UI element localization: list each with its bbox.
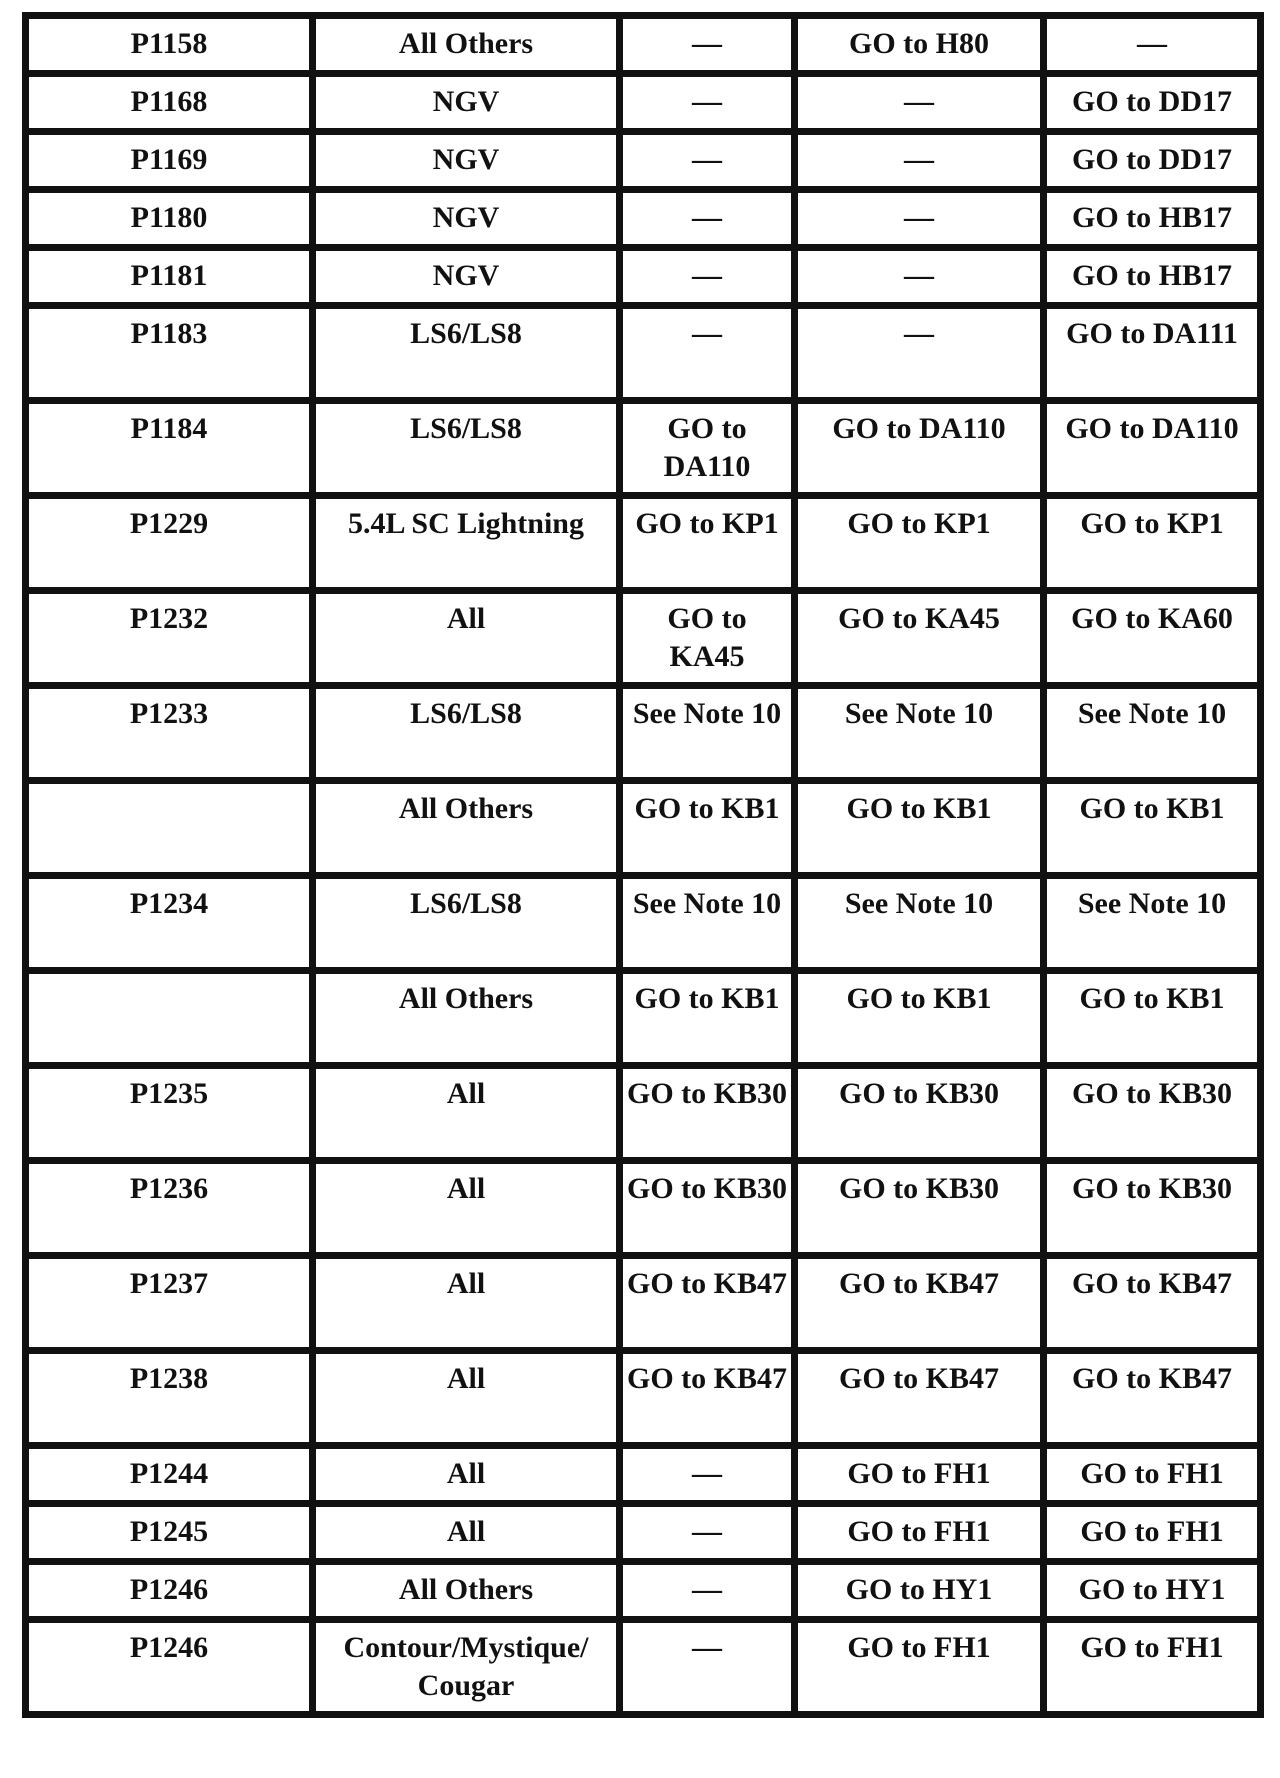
action-col-4-cell: GO to FH1 xyxy=(798,1623,1040,1711)
dtc-code-cell: P1229 xyxy=(29,499,309,587)
action-col-5-cell: GO to KB47 xyxy=(1047,1354,1257,1442)
table-row xyxy=(29,879,1257,967)
dtc-code-cell: P1181 xyxy=(29,251,309,302)
application-cell: LS6/LS8 xyxy=(316,689,616,777)
table-row xyxy=(29,77,1257,128)
dtc-code-cell: P1245 xyxy=(29,1507,309,1558)
action-col-5-cell: GO to KB30 xyxy=(1047,1069,1257,1157)
application-cell: 5.4L SC Lightning xyxy=(316,499,616,587)
application-cell: All xyxy=(316,1507,616,1558)
action-col-4-cell: — xyxy=(798,135,1040,186)
dtc-table xyxy=(22,12,1264,1718)
dtc-code-cell: P1234 xyxy=(29,879,309,967)
application-cell: LS6/LS8 xyxy=(316,309,616,397)
action-col-3-cell: GO to KB1 xyxy=(623,784,791,872)
application-cell: Contour/Mystique/ Cougar xyxy=(316,1623,616,1711)
action-col-4-cell: GO to HY1 xyxy=(798,1565,1040,1616)
table-row xyxy=(29,1354,1257,1442)
dtc-code-cell: P1158 xyxy=(29,19,309,70)
action-col-5-cell: GO to DA111 xyxy=(1047,309,1257,397)
action-col-5-cell: — xyxy=(1047,19,1257,70)
action-col-5-cell: GO to KA60 xyxy=(1047,594,1257,682)
action-col-5-cell: See Note 10 xyxy=(1047,689,1257,777)
action-col-3-cell: — xyxy=(623,1507,791,1558)
action-col-4-cell: GO to KB47 xyxy=(798,1354,1040,1442)
application-cell: NGV xyxy=(316,251,616,302)
action-col-4-cell: GO to KB1 xyxy=(798,784,1040,872)
action-col-4-cell: — xyxy=(798,309,1040,397)
action-col-5-cell: GO to KP1 xyxy=(1047,499,1257,587)
dtc-code-cell: P1233 xyxy=(29,689,309,777)
application-cell: All xyxy=(316,1164,616,1252)
action-col-3-cell: — xyxy=(623,1623,791,1711)
dtc-code-cell: P1180 xyxy=(29,193,309,244)
dtc-code-cell: P1235 xyxy=(29,1069,309,1157)
action-col-3-cell: — xyxy=(623,77,791,128)
action-col-5-cell: GO to KB30 xyxy=(1047,1164,1257,1252)
application-cell: LS6/LS8 xyxy=(316,404,616,492)
action-col-4-cell: GO to KB30 xyxy=(798,1069,1040,1157)
table-row xyxy=(29,499,1257,587)
application-cell: NGV xyxy=(316,77,616,128)
action-col-3-cell: See Note 10 xyxy=(623,689,791,777)
application-cell: All Others xyxy=(316,974,616,1062)
dtc-code-cell: P1184 xyxy=(29,404,309,492)
application-cell: All xyxy=(316,594,616,682)
dtc-code-cell: P1168 xyxy=(29,77,309,128)
dtc-code-cell: P1246 xyxy=(29,1623,309,1711)
action-col-5-cell: GO to DA110 xyxy=(1047,404,1257,492)
action-col-3-cell: — xyxy=(623,135,791,186)
table-row xyxy=(29,1623,1257,1711)
action-col-3-cell: GO to KP1 xyxy=(623,499,791,587)
action-col-3-cell: GO to KB1 xyxy=(623,974,791,1062)
action-col-5-cell: GO to DD17 xyxy=(1047,135,1257,186)
action-col-5-cell: GO to KB1 xyxy=(1047,974,1257,1062)
action-col-3-cell: GO to KB47 xyxy=(623,1259,791,1347)
action-col-4-cell: GO to KB47 xyxy=(798,1259,1040,1347)
table-row xyxy=(29,193,1257,244)
action-col-3-cell: — xyxy=(623,1449,791,1500)
table-row xyxy=(29,689,1257,777)
dtc-code-cell: P1246 xyxy=(29,1565,309,1616)
table-row xyxy=(29,404,1257,492)
table-row xyxy=(29,1507,1257,1558)
table-row xyxy=(29,1164,1257,1252)
table-row xyxy=(29,1565,1257,1616)
dtc-code-cell: P1183 xyxy=(29,309,309,397)
application-cell: LS6/LS8 xyxy=(316,879,616,967)
action-col-4-cell: GO to KA45 xyxy=(798,594,1040,682)
action-col-3-cell: See Note 10 xyxy=(623,879,791,967)
dtc-code-cell: P1232 xyxy=(29,594,309,682)
table-row xyxy=(29,19,1257,70)
application-cell: All xyxy=(316,1069,616,1157)
table-row xyxy=(29,1449,1257,1500)
action-col-4-cell: GO to H80 xyxy=(798,19,1040,70)
application-cell: All Others xyxy=(316,19,616,70)
action-col-4-cell: — xyxy=(798,77,1040,128)
action-col-4-cell: GO to DA110 xyxy=(798,404,1040,492)
action-col-5-cell: GO to KB47 xyxy=(1047,1259,1257,1347)
application-cell: All xyxy=(316,1449,616,1500)
table-row xyxy=(29,974,1257,1062)
action-col-3-cell: GO to DA110 xyxy=(623,404,791,492)
dtc-code-cell: P1169 xyxy=(29,135,309,186)
application-cell: All xyxy=(316,1354,616,1442)
application-cell: NGV xyxy=(316,135,616,186)
dtc-code-cell xyxy=(29,784,309,872)
dtc-code-cell: P1236 xyxy=(29,1164,309,1252)
dtc-code-cell xyxy=(29,974,309,1062)
action-col-3-cell: GO to KB47 xyxy=(623,1354,791,1442)
table-row xyxy=(29,135,1257,186)
table-row xyxy=(29,251,1257,302)
action-col-5-cell: GO to KB1 xyxy=(1047,784,1257,872)
table-row xyxy=(29,309,1257,397)
table-row xyxy=(29,1259,1257,1347)
action-col-4-cell: GO to KB1 xyxy=(798,974,1040,1062)
dtc-code-cell: P1237 xyxy=(29,1259,309,1347)
action-col-5-cell: GO to FH1 xyxy=(1047,1449,1257,1500)
action-col-4-cell: GO to FH1 xyxy=(798,1507,1040,1558)
action-col-3-cell: — xyxy=(623,1565,791,1616)
dtc-table-body xyxy=(29,19,1257,1711)
dtc-table-wrapper xyxy=(22,12,1250,1718)
action-col-3-cell: — xyxy=(623,193,791,244)
action-col-5-cell: GO to HB17 xyxy=(1047,193,1257,244)
action-col-5-cell: GO to DD17 xyxy=(1047,77,1257,128)
application-cell: All Others xyxy=(316,1565,616,1616)
action-col-4-cell: See Note 10 xyxy=(798,689,1040,777)
action-col-3-cell: GO to KA45 xyxy=(623,594,791,682)
dtc-code-cell: P1238 xyxy=(29,1354,309,1442)
action-col-4-cell: GO to KB30 xyxy=(798,1164,1040,1252)
table-row xyxy=(29,594,1257,682)
table-row xyxy=(29,1069,1257,1157)
action-col-5-cell: GO to HB17 xyxy=(1047,251,1257,302)
action-col-4-cell: — xyxy=(798,193,1040,244)
action-col-4-cell: GO to FH1 xyxy=(798,1449,1040,1500)
action-col-5-cell: GO to FH1 xyxy=(1047,1623,1257,1711)
application-cell: NGV xyxy=(316,193,616,244)
action-col-3-cell: — xyxy=(623,309,791,397)
action-col-5-cell: GO to FH1 xyxy=(1047,1507,1257,1558)
action-col-3-cell: GO to KB30 xyxy=(623,1069,791,1157)
action-col-5-cell: GO to HY1 xyxy=(1047,1565,1257,1616)
application-cell: All xyxy=(316,1259,616,1347)
application-cell: All Others xyxy=(316,784,616,872)
dtc-code-cell: P1244 xyxy=(29,1449,309,1500)
action-col-3-cell: — xyxy=(623,19,791,70)
action-col-3-cell: GO to KB30 xyxy=(623,1164,791,1252)
action-col-4-cell: GO to KP1 xyxy=(798,499,1040,587)
action-col-4-cell: — xyxy=(798,251,1040,302)
action-col-3-cell: — xyxy=(623,251,791,302)
action-col-4-cell: See Note 10 xyxy=(798,879,1040,967)
table-row xyxy=(29,784,1257,872)
action-col-5-cell: See Note 10 xyxy=(1047,879,1257,967)
